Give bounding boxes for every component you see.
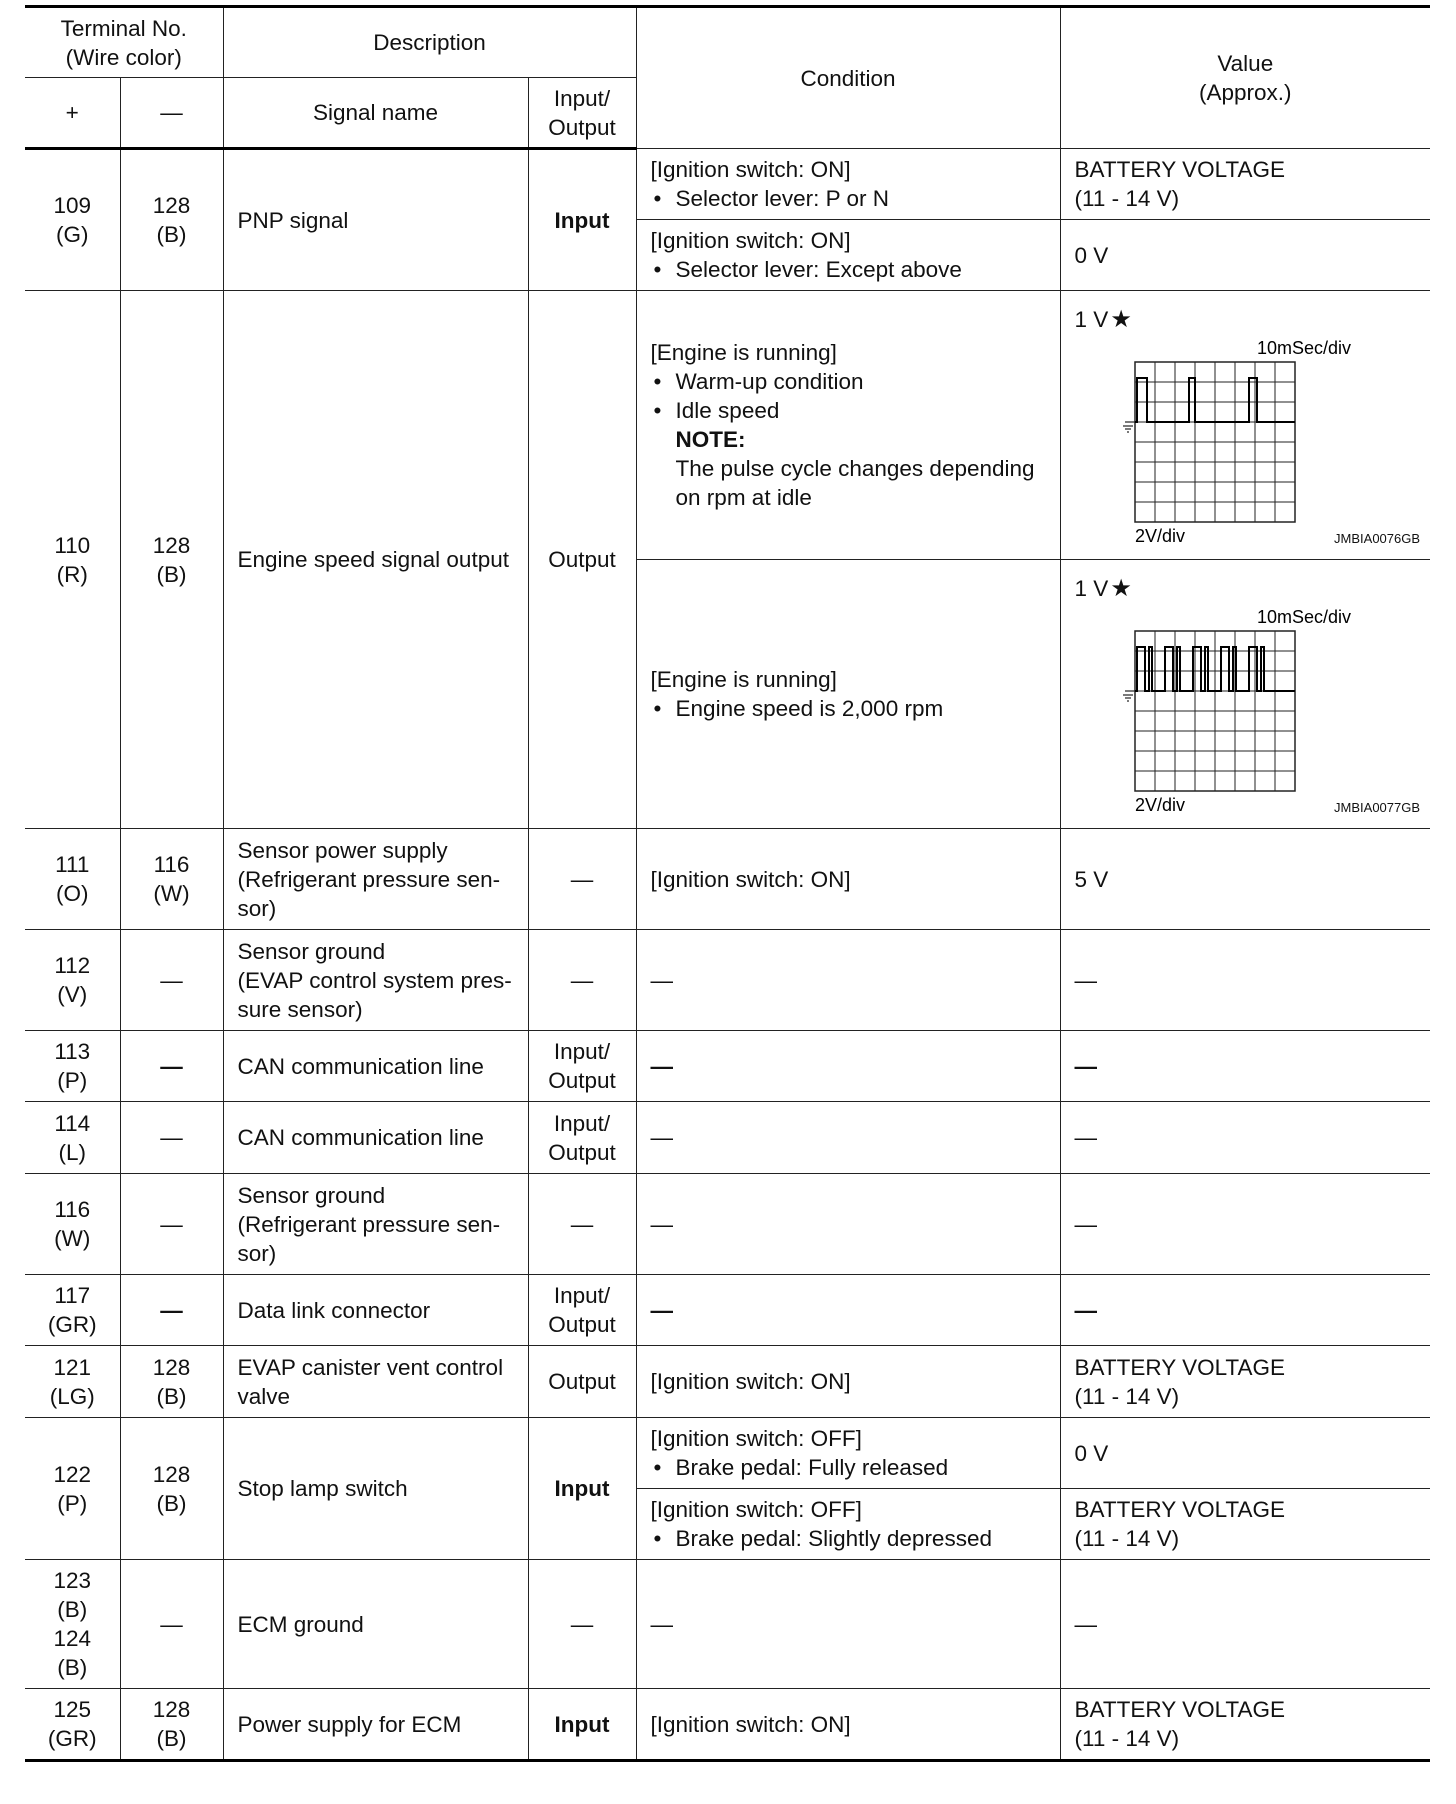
terminal-plus: 109 (G) [25,149,120,291]
table-row [25,291,1430,560]
condition-head: [Engine is running] [650,340,837,365]
terminal-minus: — [120,1174,223,1275]
terminal-plus: 110 (R) [25,291,120,829]
condition-cell: — [636,930,1060,1031]
condition-cell [636,1489,1060,1560]
value-cell: BATTERY VOLTAGE (11 - 14 V) [1060,1689,1430,1761]
condition-head: [Ignition switch: OFF] [650,1426,862,1451]
figure-code: JMBIA0077GB [1334,800,1421,815]
value-cell: BATTERY VOLTAGE (11 - 14 V) [1060,1346,1430,1418]
terminal-minus: 128 (B) [120,291,223,829]
signal-name: Sensor ground (EVAP control system pres- sure sensor) [223,930,528,1031]
condition-head: [Ignition switch: OFF] [650,1497,862,1522]
terminal-plus: 123 (B) 124 (B) [25,1560,120,1689]
terminal-plus: 112 (V) [25,930,120,1031]
signal-name: Power supply for ECM [223,1689,528,1761]
condition-bullet: • Warm-up condition [651,367,1046,396]
io-type: — [528,1174,636,1275]
value-cell: 5 V [1060,829,1430,930]
condition-cell [636,220,1060,291]
header-value: Value (Approx.) [1060,7,1430,149]
condition-cell [636,1418,1060,1489]
value-cell: — [1060,1275,1430,1346]
value-text: 1 V [1074,575,1109,601]
terminal-plus: 113 (P) [25,1031,120,1102]
signal-name: Sensor power supply (Refrigerant pressure sen- sor) [223,829,528,930]
condition-cell: — [636,1560,1060,1689]
table-row [25,1031,1430,1102]
table-row [25,1174,1430,1275]
value-cell: — [1060,1102,1430,1174]
signal-name: ECM ground [223,1560,528,1689]
oscilloscope-2000rpm [1123,607,1355,815]
signal-name: Sensor ground (Refrigerant pressure sen- sor) [223,1174,528,1275]
header-plus: + [25,78,120,149]
scope-grid [1135,362,1295,522]
terminal-plus: 116 (W) [25,1174,120,1275]
condition-head: [Ignition switch: ON] [650,228,851,253]
condition-cell: — [636,1102,1060,1174]
condition-cell: — [636,1275,1060,1346]
figure-code: JMBIA0076GB [1334,531,1421,546]
io-type: Input [528,1418,636,1560]
value-cell: 0 V [1060,220,1430,291]
table-row [25,1102,1430,1174]
header-minus: — [120,78,223,149]
value-cell: BATTERY VOLTAGE (11 - 14 V) [1060,1489,1430,1560]
signal-name: CAN communication line [223,1102,528,1174]
io-type: Input/ Output [528,1275,636,1346]
value-cell: — [1060,930,1430,1031]
io-type: Output [528,291,636,829]
condition-head: [Ignition switch: ON] [650,157,851,182]
header-signal-name: Signal name [223,78,528,149]
condition-cell [636,149,1060,220]
scope-ground-icon [1123,422,1135,432]
header-condition: Condition [636,7,1060,149]
io-type: Input [528,1689,636,1761]
table-row [25,1418,1430,1489]
terminal-plus: 125 (GR) [25,1689,120,1761]
condition-cell [636,560,1060,829]
terminal-spec-table [25,5,1430,1762]
condition-cell: — [636,1031,1060,1102]
condition-cell [636,291,1060,560]
terminal-minus: — [120,1102,223,1174]
signal-name: Data link connector [223,1275,528,1346]
terminal-plus: 117 (GR) [25,1275,120,1346]
scope-time-label: 10mSec/div [1256,337,1351,358]
table-row [25,149,1430,220]
value-text: 1 V [1074,306,1109,332]
terminal-minus: 128 (B) [120,149,223,291]
value-cell: 0 V [1060,1418,1430,1489]
table-row [25,829,1430,930]
condition-cell: [Ignition switch: ON] [636,829,1060,930]
terminal-plus: 111 (O) [25,829,120,930]
signal-name: CAN communication line [223,1031,528,1102]
terminal-minus: — [120,1560,223,1689]
star-icon: ★ [1110,305,1132,333]
condition-cell: [Ignition switch: ON] [636,1346,1060,1418]
condition-bullet: • Idle speed [651,396,1046,425]
io-type: — [528,930,636,1031]
terminal-minus: — [120,930,223,1031]
table-row [25,930,1430,1031]
signal-name: Engine speed signal output [223,291,528,829]
io-type: — [528,1560,636,1689]
condition-bullet: • Selector lever: P or N [651,184,1046,213]
terminal-plus: 121 (LG) [25,1346,120,1418]
condition-cell: — [636,1174,1060,1275]
condition-bullet: • Brake pedal: Fully released [651,1453,1046,1482]
value-cell: — [1060,1031,1430,1102]
star-icon: ★ [1110,574,1132,602]
terminal-minus: — [120,1031,223,1102]
io-type: Input [528,149,636,291]
scope-volt-label: 2V/div [1134,794,1185,815]
scope-ground-icon [1123,691,1135,701]
terminal-minus: 128 (B) [120,1346,223,1418]
condition-bullet: • Selector lever: Except above [651,255,1046,284]
condition-bullet: • Brake pedal: Slightly depressed [651,1524,1046,1553]
signal-name: Stop lamp switch [223,1418,528,1560]
io-type: Input/ Output [528,1031,636,1102]
condition-bullet: • Engine speed is 2,000 rpm [651,694,1046,723]
note-label: NOTE: [675,427,746,452]
table-row [25,1560,1430,1689]
io-type: Input/ Output [528,1102,636,1174]
note-text: The pulse cycle changes depending on rpm at idle [675,456,1035,510]
scope-time-label: 10mSec/div [1256,606,1351,627]
condition-head: [Engine is running] [650,667,837,692]
terminal-minus: 128 (B) [120,1689,223,1761]
table-row [25,1346,1430,1418]
signal-name: EVAP canister vent control valve [223,1346,528,1418]
terminal-minus: 116 (W) [120,829,223,930]
oscilloscope-idle [1123,338,1355,546]
table-row [25,1275,1430,1346]
value-cell: — [1060,1560,1430,1689]
condition-cell: [Ignition switch: ON] [636,1689,1060,1761]
terminal-minus: 128 (B) [120,1418,223,1560]
value-cell [1060,560,1430,829]
header-io: Input/ Output [528,78,636,149]
table-row [25,1689,1430,1761]
value-cell [1060,291,1430,560]
terminal-plus: 122 (P) [25,1418,120,1560]
signal-name: PNP signal [223,149,528,291]
scope-volt-label: 2V/div [1134,525,1185,546]
terminal-minus: — [120,1275,223,1346]
scope-grid [1135,631,1295,791]
header-description: Description [223,7,636,78]
header-terminal: Terminal No. (Wire color) [25,7,223,78]
value-cell: BATTERY VOLTAGE (11 - 14 V) [1060,149,1430,220]
io-type: Output [528,1346,636,1418]
value-cell: — [1060,1174,1430,1275]
terminal-plus: 114 (L) [25,1102,120,1174]
io-type: — [528,829,636,930]
